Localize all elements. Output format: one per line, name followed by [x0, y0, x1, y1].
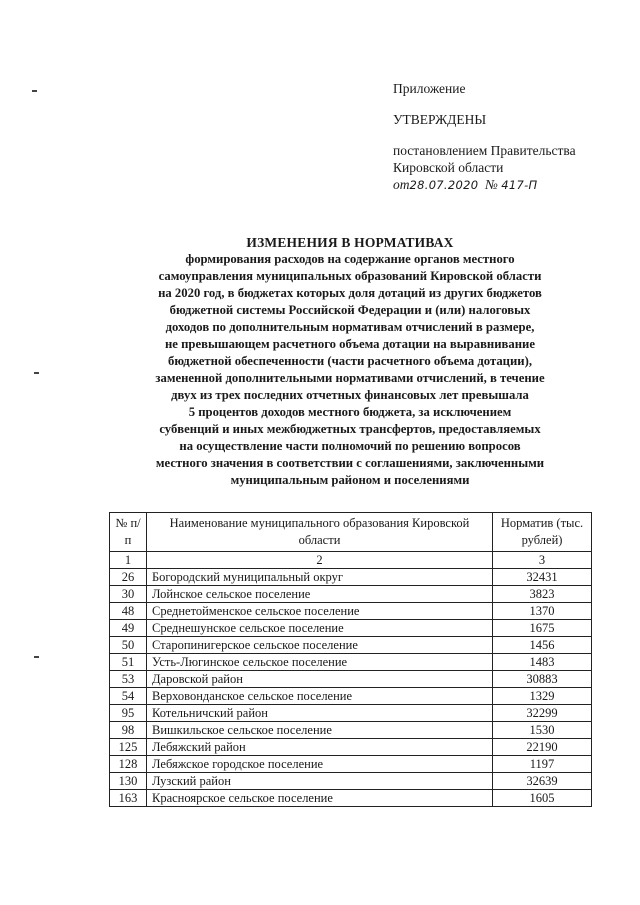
decree-line-2: Кировской области [393, 160, 504, 175]
row-number: 26 [110, 569, 147, 586]
margin-mark [34, 656, 39, 658]
table-row [110, 739, 592, 756]
row-value: 32639 [493, 773, 592, 790]
subtitle-line: не превышающем расчетного объема дотации на выравнивание [165, 337, 535, 351]
subtitle-line: самоуправления муниципальных образований Кировской области [158, 269, 542, 283]
subtitle-line: муниципальным районом и поселениями [230, 473, 470, 487]
margin-mark [34, 372, 39, 374]
row-value: 1530 [493, 722, 592, 739]
table-row [110, 620, 592, 637]
index-1: 1 [110, 552, 147, 569]
table-row [110, 671, 592, 688]
row-name: Богородский муниципальный округ [147, 569, 493, 586]
subtitle-line: субвенций и иных межбюджетных трансфертов, предоставляемых [159, 422, 541, 436]
row-number: 125 [110, 739, 147, 756]
date-prefix: от [393, 177, 410, 192]
table-row [110, 705, 592, 722]
table-row [110, 637, 592, 654]
decree-date-number [393, 176, 633, 194]
table-row [110, 688, 592, 705]
row-number: 98 [110, 722, 147, 739]
row-name: Красноярское сельское поселение [147, 790, 493, 807]
index-3: 3 [493, 552, 592, 569]
subtitle-line: на осуществление части полномочий по решению вопросов [179, 439, 521, 453]
row-name: Старопинигерское сельское поселение [147, 637, 493, 654]
approved-label: УТВЕРЖДЕНЫ [393, 112, 487, 127]
table-row [110, 603, 592, 620]
row-name: Верховонданское сельское поселение [147, 688, 493, 705]
row-value: 1197 [493, 756, 592, 773]
row-name: Лебяжский район [147, 739, 493, 756]
subtitle-line: формирования расходов на содержание органов местного [185, 252, 515, 266]
subtitle-line: бюджетной обеспеченности (части расчетного объема дотации), [167, 354, 533, 368]
row-name: Лойнское сельское поселение [147, 586, 493, 603]
row-value: 1329 [493, 688, 592, 705]
row-value: 22190 [493, 739, 592, 756]
row-number: 50 [110, 637, 147, 654]
table-row [110, 756, 592, 773]
row-number: 54 [110, 688, 147, 705]
row-number: 49 [110, 620, 147, 637]
row-number: 30 [110, 586, 147, 603]
header-num: № п/п [110, 513, 147, 552]
table-row [110, 586, 592, 603]
norms-table [109, 512, 592, 807]
row-value: 30883 [493, 671, 592, 688]
column-index-row [110, 552, 592, 569]
row-name: Даровской район [147, 671, 493, 688]
row-number: 130 [110, 773, 147, 790]
document-heading: ИЗМЕНЕНИЯ В НОРМАТИВАХ [246, 235, 454, 250]
row-value: 3823 [493, 586, 592, 603]
row-number: 128 [110, 756, 147, 773]
document-subtitle [100, 251, 600, 489]
subtitle-line: замененной дополнительными нормативами отчислений, в течение [155, 371, 545, 385]
index-2: 2 [147, 552, 493, 569]
header-value: Норматив (тыс. рублей) [493, 513, 592, 552]
approval-block [393, 80, 633, 194]
row-number: 51 [110, 654, 147, 671]
table-row [110, 790, 592, 807]
margin-mark [32, 90, 37, 92]
row-name: Вишкильское сельское поселение [147, 722, 493, 739]
row-value: 1456 [493, 637, 592, 654]
row-name: Среднетойменское сельское поселение [147, 603, 493, 620]
row-number: 95 [110, 705, 147, 722]
subtitle-line: двух из трех последних отчетных финансовых лет превышала [171, 388, 529, 402]
appendix-label: Приложение [393, 81, 466, 96]
table-row [110, 569, 592, 586]
subtitle-line: на 2020 год, в бюджетах которых доля дотаций из других бюджетов [158, 286, 542, 300]
row-number: 48 [110, 603, 147, 620]
row-value: 32299 [493, 705, 592, 722]
decree-line-1: постановлением Правительства [393, 143, 576, 158]
row-value: 32431 [493, 569, 592, 586]
row-value: 1605 [493, 790, 592, 807]
row-number: 53 [110, 671, 147, 688]
subtitle-line: местного значения в соответствии с соглашениями, заключенными [155, 456, 545, 470]
row-number: 163 [110, 790, 147, 807]
row-name: Лебяжское городское поселение [147, 756, 493, 773]
subtitle-line: 5 процентов доходов местного бюджета, за исключением [188, 405, 512, 419]
table-row [110, 773, 592, 790]
decree-number: 417-П [501, 178, 538, 192]
table-row [110, 654, 592, 671]
header-name: Наименование муниципального образования Кировской области [147, 513, 493, 552]
subtitle-line: доходов по дополнительным нормативам отчислений в размере, [165, 320, 535, 334]
row-value: 1675 [493, 620, 592, 637]
row-name: Котельничский район [147, 705, 493, 722]
row-name: Усть-Люгинское сельское поселение [147, 654, 493, 671]
table-header-row [110, 513, 592, 552]
row-name: Среднешунское сельское поселение [147, 620, 493, 637]
table-row [110, 722, 592, 739]
number-prefix: № [485, 177, 498, 192]
row-value: 1483 [493, 654, 592, 671]
decree-date: 28.07.2020 [409, 178, 479, 192]
row-value: 1370 [493, 603, 592, 620]
row-name: Лузский район [147, 773, 493, 790]
subtitle-line: бюджетной системы Российской Федерации и (или) налоговых [169, 303, 531, 317]
